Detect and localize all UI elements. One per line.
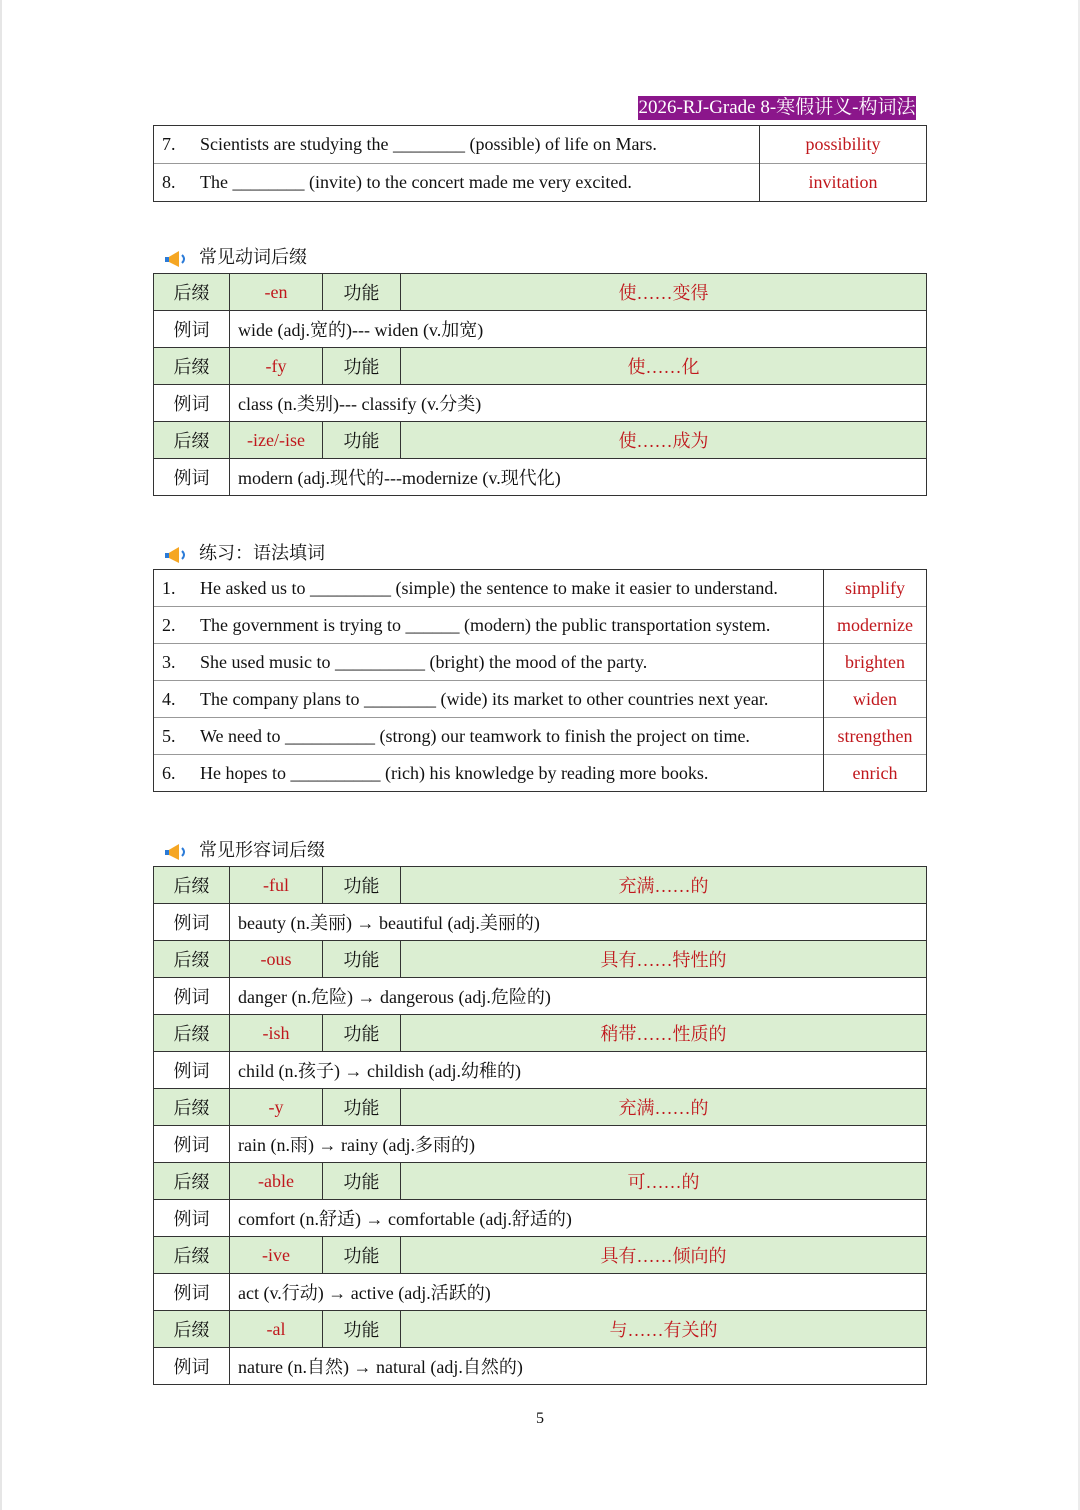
suffix-meaning: 具有……特性的 bbox=[401, 941, 927, 978]
example-text: beauty (n.美丽) → beautiful (adj.美丽的) bbox=[230, 904, 927, 941]
function-label: 功能 bbox=[323, 1089, 401, 1126]
example-row: 例词 wide (adj.宽的)--- widen (v.加宽) bbox=[154, 311, 927, 348]
item-answer: enrich bbox=[824, 755, 927, 792]
table-row bbox=[154, 644, 927, 681]
example-label: 例词 bbox=[154, 1052, 230, 1089]
item-number: 8. bbox=[162, 172, 176, 192]
section-title-adjective: 常见形容词后缀 bbox=[163, 837, 325, 863]
example-text: danger (n.危险) → dangerous (adj.危险的) bbox=[230, 978, 927, 1015]
item-answer: brighten bbox=[824, 644, 927, 681]
item-answer: simplify bbox=[824, 570, 927, 607]
suffix-label: 后缀 bbox=[154, 941, 230, 978]
function-label: 功能 bbox=[323, 1237, 401, 1274]
section-title-verb: 常见动词后缀 bbox=[163, 244, 307, 270]
practice-table bbox=[153, 569, 927, 792]
example-row: 例词 modern (adj.现代的---modernize (v.现代化) bbox=[154, 459, 927, 496]
function-label: 功能 bbox=[323, 867, 401, 904]
megaphone-icon bbox=[163, 841, 189, 863]
suffix-value: -ize/-ise bbox=[230, 422, 323, 459]
example-text: rain (n.雨) → rainy (adj.多雨的) bbox=[230, 1126, 927, 1163]
suffix-value: -al bbox=[230, 1311, 323, 1348]
suffix-meaning: 与……有关的 bbox=[401, 1311, 927, 1348]
item-sentence: The ________ (invite) to the concert made me very excited. bbox=[200, 172, 632, 192]
example-text: act (v.行动) → active (adj.活跃的) bbox=[230, 1274, 927, 1311]
example-label: 例词 bbox=[154, 978, 230, 1015]
example-row bbox=[154, 1052, 927, 1089]
header-tag: 2026-RJ-Grade 8-寒假讲义-构词法 bbox=[638, 97, 916, 118]
item-answer: modernize bbox=[824, 607, 927, 644]
suffix-row bbox=[154, 941, 927, 978]
suffix-value: -en bbox=[230, 274, 323, 311]
item-sentence: Scientists are studying the ________ (possible) of life on Mars. bbox=[200, 134, 657, 154]
suffix-value: -ous bbox=[230, 941, 323, 978]
item-number: 3. bbox=[162, 651, 176, 672]
item-answer: strengthen bbox=[824, 718, 927, 755]
table-row bbox=[154, 570, 927, 607]
suffix-label: 后缀 bbox=[154, 1311, 230, 1348]
suffix-value: -y bbox=[230, 1089, 323, 1126]
suffix-meaning: 使……化 bbox=[401, 348, 927, 385]
suffix-row: 后缀 -ize/-ise 功能 使……成为 bbox=[154, 422, 927, 459]
item-number: 7. bbox=[162, 134, 176, 154]
table-row bbox=[154, 718, 927, 755]
suffix-meaning: 可……的 bbox=[401, 1163, 927, 1200]
item-number: 2. bbox=[162, 614, 176, 635]
suffix-row: 后缀 -fy 功能 使……化 bbox=[154, 348, 927, 385]
suffix-label: 后缀 bbox=[154, 1015, 230, 1052]
example-row bbox=[154, 904, 927, 941]
suffix-label: 后缀 bbox=[154, 1089, 230, 1126]
suffix-row bbox=[154, 1015, 927, 1052]
suffix-value: -ive bbox=[230, 1237, 323, 1274]
suffix-value: -ful bbox=[230, 867, 323, 904]
noun-exercise-table bbox=[153, 125, 927, 202]
suffix-meaning: 具有……倾向的 bbox=[401, 1237, 927, 1274]
suffix-row bbox=[154, 1089, 927, 1126]
example-label: 例词 bbox=[154, 1126, 230, 1163]
item-sentence: He hopes to __________ (rich) his knowledge by reading more books. bbox=[200, 762, 709, 783]
item-answer: widen bbox=[824, 681, 927, 718]
table-row bbox=[154, 681, 927, 718]
item-number: 6. bbox=[162, 762, 176, 783]
page-number: 5 bbox=[536, 1410, 544, 1427]
item-number: 1. bbox=[162, 577, 176, 598]
suffix-meaning: 充满……的 bbox=[401, 1089, 927, 1126]
example-row bbox=[154, 978, 927, 1015]
function-label: 功能 bbox=[323, 1015, 401, 1052]
example-text: comfort (n.舒适) → comfortable (adj.舒适的) bbox=[230, 1200, 927, 1237]
item-answer: possibility bbox=[760, 126, 927, 164]
example-row bbox=[154, 1274, 927, 1311]
example-row bbox=[154, 1200, 927, 1237]
example-text: child (n.孩子) → childish (adj.幼稚的) bbox=[230, 1052, 927, 1089]
suffix-label: 后缀 bbox=[154, 1237, 230, 1274]
example-label: 例词 bbox=[154, 904, 230, 941]
example-text: nature (n.自然) → natural (adj.自然的) bbox=[230, 1348, 927, 1385]
example-text: class (n.类别)--- classify (v.分类) bbox=[230, 385, 927, 422]
item-sentence: He asked us to _________ (simple) the sentence to make it easier to understand. bbox=[200, 577, 778, 598]
suffix-row bbox=[154, 867, 927, 904]
function-label: 功能 bbox=[323, 1311, 401, 1348]
table-row bbox=[154, 755, 927, 792]
section-title-practice: 练习：语法填词 bbox=[163, 540, 325, 566]
table-row bbox=[154, 164, 927, 202]
suffix-meaning: 使……变得 bbox=[401, 274, 927, 311]
verb-suffix-table bbox=[153, 273, 927, 496]
suffix-row: 后缀 -en 功能 使……变得 bbox=[154, 274, 927, 311]
megaphone-icon bbox=[163, 544, 189, 566]
item-number: 5. bbox=[162, 725, 176, 746]
suffix-meaning: 稍带……性质的 bbox=[401, 1015, 927, 1052]
suffix-row bbox=[154, 1311, 927, 1348]
example-label: 例词 bbox=[154, 1274, 230, 1311]
function-label: 功能 bbox=[323, 941, 401, 978]
item-sentence: The company plans to ________ (wide) its market to other countries next year. bbox=[200, 688, 769, 709]
example-label: 例词 bbox=[154, 1200, 230, 1237]
item-answer: invitation bbox=[760, 164, 927, 202]
suffix-label: 后缀 bbox=[154, 867, 230, 904]
suffix-row bbox=[154, 1163, 927, 1200]
megaphone-icon bbox=[163, 248, 189, 270]
suffix-value: -able bbox=[230, 1163, 323, 1200]
item-sentence: We need to __________ (strong) our teamwork to finish the project on time. bbox=[200, 725, 750, 746]
function-label: 功能 bbox=[323, 1163, 401, 1200]
table-row bbox=[154, 126, 927, 164]
example-row bbox=[154, 1348, 927, 1385]
suffix-value: -fy bbox=[230, 348, 323, 385]
adjective-suffix-table bbox=[153, 866, 927, 1385]
example-text: wide (adj.宽的)--- widen (v.加宽) bbox=[230, 311, 927, 348]
suffix-meaning: 使……成为 bbox=[401, 422, 927, 459]
item-sentence: The government is trying to ______ (modern) the public transportation system. bbox=[200, 614, 771, 635]
example-row: 例词 class (n.类别)--- classify (v.分类) bbox=[154, 385, 927, 422]
suffix-label: 后缀 bbox=[154, 1163, 230, 1200]
example-text: modern (adj.现代的---modernize (v.现代化) bbox=[230, 459, 927, 496]
suffix-row bbox=[154, 1237, 927, 1274]
suffix-value: -ish bbox=[230, 1015, 323, 1052]
item-sentence: She used music to __________ (bright) the mood of the party. bbox=[200, 651, 648, 672]
table-row bbox=[154, 607, 927, 644]
suffix-meaning: 充满……的 bbox=[401, 867, 927, 904]
item-number: 4. bbox=[162, 688, 176, 709]
example-row bbox=[154, 1126, 927, 1163]
example-label: 例词 bbox=[154, 1348, 230, 1385]
